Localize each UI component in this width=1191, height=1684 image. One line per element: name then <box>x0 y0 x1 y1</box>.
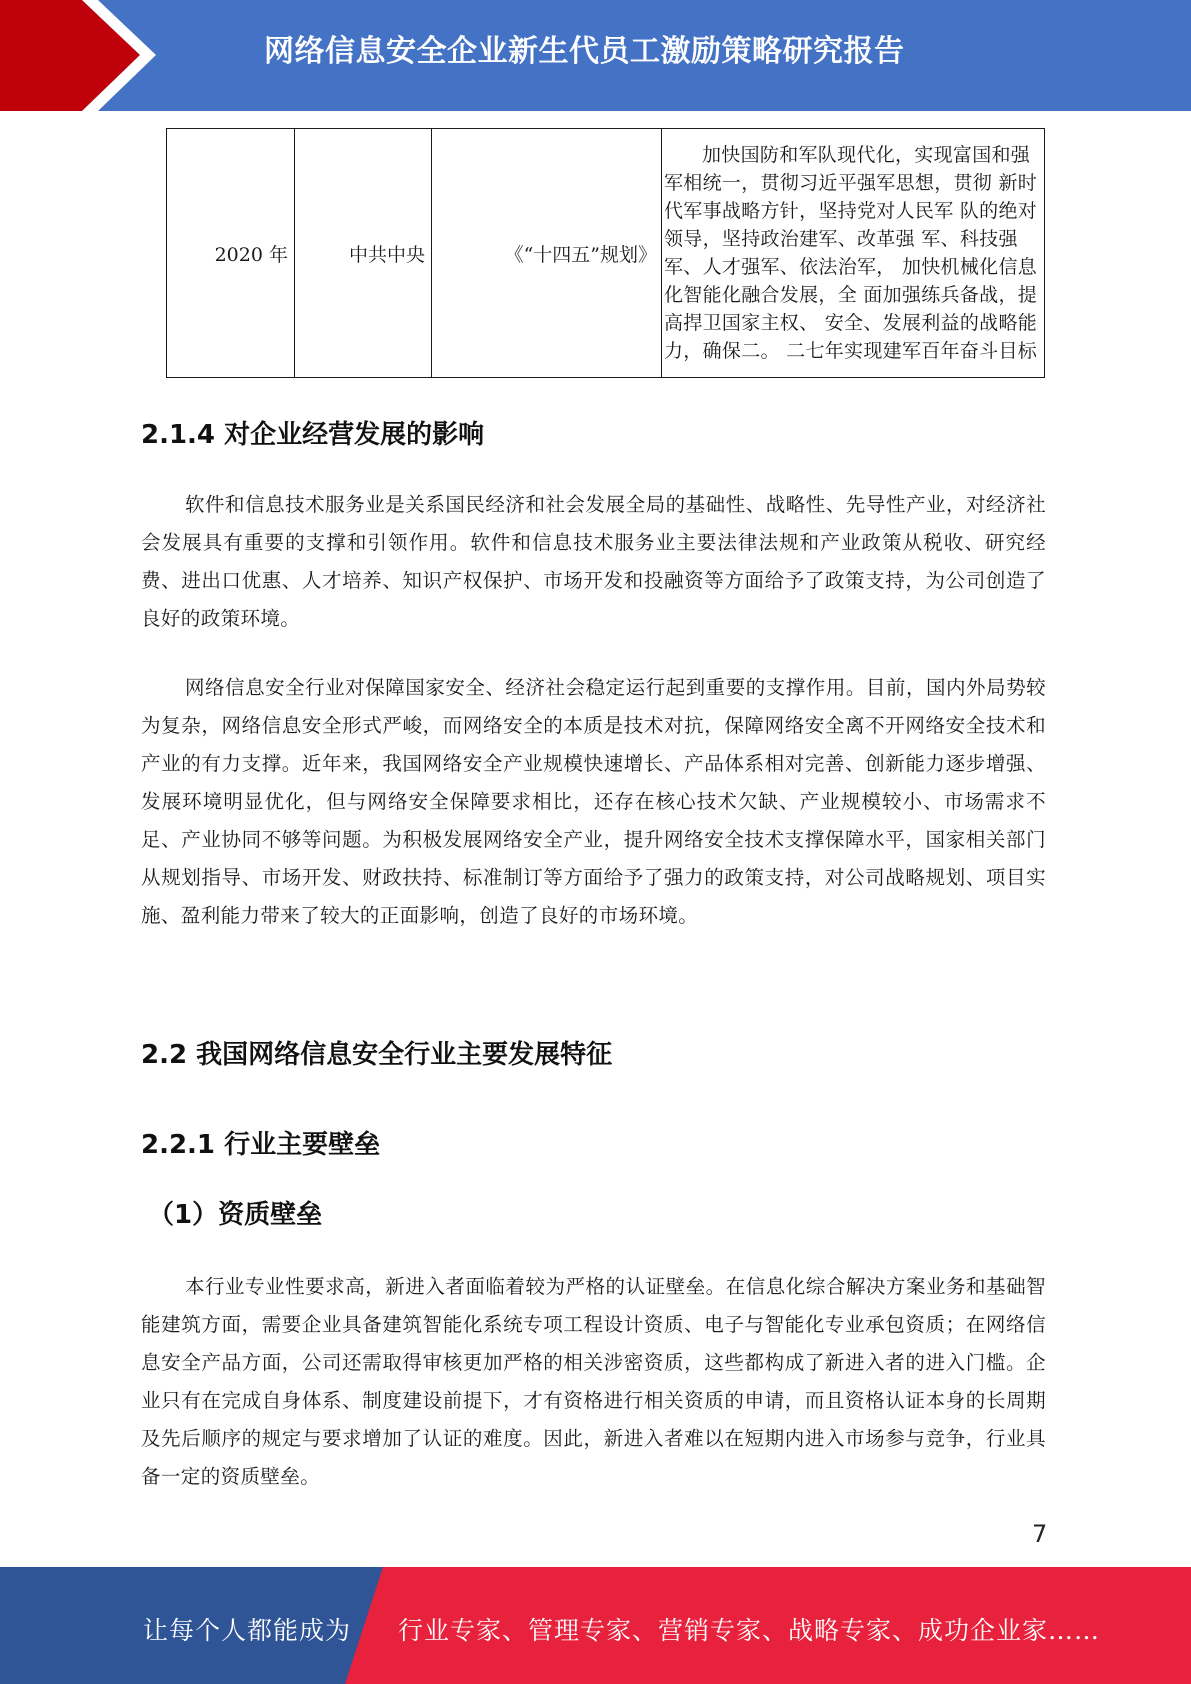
table-cell-year: 2020 年 <box>167 129 295 378</box>
report-title: 网络信息安全企业新生代员工激励策略研究报告 <box>264 34 905 69</box>
table-row <box>167 129 1045 378</box>
paragraph: 软件和信息技术服务业是关系国民经济和社会发展全局的基础性、战略性、先导性产业，对经济社会发展具有重要的支撑和引领作用。软件和信息技术服务业主要法律法规和产业政策从税收、研究经费、进出口优惠、人才培养、知识产权保护、市场开发和投融资等方面给予了政策支持，为公司创造了良好的政策环境。 <box>141 493 1046 630</box>
page-number: 7 <box>1032 1520 1048 1548</box>
paragraph: 网络信息安全行业对保障国家安全、经济社会稳定运行起到重要的支撑作用。目前，国内外局势较为复杂，网络信息安全形式严峻，而网络安全的本质是技术对抗，保障网络安全离不开网络安全技术和产业的有力支撑。近年来，我国网络安全产业规模快速增长、产品体系相对完善、创新能力逐步增强、发展环境明显优化，但与网络安全保障要求相比，还存在核心技术欠缺、产业规模较小、市场需求不足、产业协同不够等问题。为积极发展网络安全产业，提升网络安全技术支撑保障水平，国家相关部门从规划指导、市场开发、财政扶持、标准制订等方面给予了强力的政策支持，对公司战略规划、项目实施、盈利能力带来了较大的正面影响，创造了良好的市场环境。 <box>141 676 1046 927</box>
section-heading-2-2: 2.2 我国网络信息安全行业主要发展特征 <box>141 1040 613 1070</box>
footer-slogan-right: 行业专家、管理专家、营销专家、战略专家、成功企业家…… <box>398 1616 1101 1645</box>
table-cell-content: 加快国防和军队现代化，实现富国和强军相统一，贯彻习近平强军思想，贯彻 新时代军事战略方针，坚持党对人民军 队的绝对领导，坚持政治建军、改革强 军、科技强军、人才强军、依法治军， 加快机械化信息化智能化融合发展，全 面加强练兵备战，提高捍卫国家主权、 安全、发展利益的战略能力，确保二。 二七年实现建军百年奋斗目标 <box>662 129 1045 378</box>
section-heading-2-2-1: 2.2.1 行业主要壁垒 <box>141 1130 381 1160</box>
table-cell-issuer: 中共中央 <box>295 129 432 378</box>
table-cell-document: 《“十四五”规划》 <box>432 129 662 378</box>
section-heading-2-1-4: 2.1.4 对企业经营发展的影响 <box>141 420 485 450</box>
footer-slogan-left: 让每个人都能成为 <box>143 1616 352 1645</box>
policy-table <box>166 128 1045 378</box>
paragraph: 本行业专业性要求高，新进入者面临着较为严格的认证壁垒。在信息化综合解决方案业务和基础智能建筑方面，需要企业具备建筑智能化系统专项工程设计资质、电子与智能化专业承包资质；在网络信息安全产品方面，公司还需取得审核更加严格的相关涉密资质，这些都构成了新进入者的进入门槛。企业只有在完成自身体系、制度建设前提下，才有资格进行相关资质的申请，而且资格认证本身的长周期及先后顺序的规定与要求增加了认证的难度。因此，新进入者难以在短期内进入市场参与竞争，行业具备一定的资质壁垒。 <box>141 1275 1046 1488</box>
page-header-banner <box>0 0 1191 111</box>
page-footer-banner <box>0 1567 1191 1684</box>
subsection-heading-qualification-barrier: （1）资质壁垒 <box>148 1200 323 1230</box>
